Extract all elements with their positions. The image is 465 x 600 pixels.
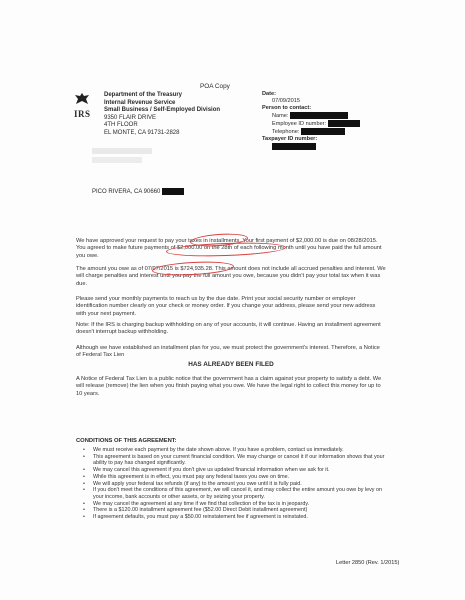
irs-logo: [74, 92, 92, 119]
sender-floor: 4TH FLOOR: [104, 122, 138, 129]
recipient-street-blurred: [92, 157, 142, 163]
date-value: 07/09/2015: [272, 98, 300, 104]
telephone-row: [262, 128, 382, 136]
sender-dept: Department of the Treasury: [104, 92, 183, 98]
lien-heading: HAS ALREADY BEEN FILED: [188, 361, 274, 368]
condition-item: • If you don't meet the conditions of this agreement, we will cancel it, and may collect the entire amount you owe by levy on your income, bank accounts or other assets, or by seizing your property.: [83, 487, 382, 500]
employee-id-row: [262, 120, 382, 128]
sender-street: 9350 FLAIR DRIVE: [104, 114, 157, 121]
taxpayer-id-label: Taxpayer ID number:: [262, 135, 318, 142]
sender-division: Small Business / Self-Employed Division: [104, 107, 221, 114]
redaction-name: [290, 112, 348, 119]
conditions-heading: CONDITIONS OF THIS AGREEMENT:: [76, 438, 177, 444]
sender-agency: Internal Revenue Service: [104, 99, 176, 106]
conditions-list: [76, 447, 386, 521]
recipient-city: PICO RIVERA, CA 90660: [92, 189, 161, 196]
redaction-telephone: [301, 128, 345, 135]
condition-item: • There is a $120.00 installment agreement fee ($52.00 Direct Debit installment agreement): [83, 507, 308, 514]
condition-item: • We may cancel this agreement if you don't give us updated financial information when we ask for it.: [83, 467, 330, 474]
letter-form-number: Letter 2850 (Rev. 1/2015): [336, 560, 400, 566]
employee-id-label: Employee ID number:: [272, 120, 327, 127]
redaction-employee-id: [328, 120, 360, 127]
telephone-label: Telephone:: [272, 128, 300, 135]
approval-paragraph: We have approved your request to pay your taxes in installments. Your first payment of $2,000.00 is due on 08/28/2015. You agreed to make future payments of $2,000.00 on the 28th of each following month until you have paid the full amount you owe.: [76, 238, 382, 259]
redaction-taxpayer-id: [272, 143, 316, 150]
condition-item: • We must receive each payment by the date shown above. If you have a problem, contact us immediately.: [83, 447, 344, 453]
poa-copy-label: POA Copy: [200, 83, 230, 90]
recipient-city-row: [92, 188, 184, 197]
recipient-name-blurred: [92, 148, 152, 154]
irs-logo-text: IRS: [74, 109, 91, 119]
condition-item: • We may cancel the agreement at any time if we find that collection of the tax is in jeopardy.: [83, 500, 310, 507]
eagle-icon: [74, 92, 90, 105]
taxpayer-id-row: [262, 136, 382, 143]
condition-item: • While this agreement is in effect, you must pay any federal taxes you owe on time.: [83, 473, 290, 480]
payment-instructions-paragraph: Please send your monthly payments to reach us by the due date. Print your social security number or employer identification number clearly on your check or money order. If you change your address, please send your new address with your next payment.: [76, 296, 376, 317]
contact-label: Person to contact:: [262, 105, 312, 111]
name-label: Name:: [272, 112, 289, 119]
condition-item: • We will apply your federal tax refunds (if any) to the amount you owe until it is fully paid.: [83, 480, 302, 487]
sender-city: EL MONTE, CA 91731-2828: [104, 129, 180, 136]
condition-item: • If agreement defaults, you must pay a $50.00 reinstatement fee if agreement is reinstated.: [83, 514, 308, 521]
balance-paragraph: The amount you owe as of 07/07/2015 is $724,935.28. This amount does not include all accrued penalties and interest. We will charge penalties and interest until you pay the full amount you owe, because you didn't pay your total tax when it was due.: [76, 266, 386, 287]
name-row: [262, 112, 382, 120]
condition-item: • This agreement is based on your current financial condition. We may change or cancel it if our information shows that your ability to pay has changed significantly.: [83, 453, 385, 467]
sender-address: [104, 92, 274, 138]
backup-withholding-note: Note: If the IRS is charging backup withholding on any of your accounts, it will continue. Having an installment agreement doesn't interrupt backup withholding.: [76, 322, 381, 336]
date-label: Date:: [262, 91, 276, 97]
lien-explanation-paragraph: A Notice of Federal Tax Lien is a public notice that the government has a claim against your property to satisfy a debt. We will release (remove) the lien when you finish paying what you owe. We have the legal right to collect this money for up to 10 years.: [76, 376, 382, 397]
redaction-zip: [162, 188, 184, 195]
info-block: [262, 91, 382, 153]
lien-paragraph: Although we have established an installment plan for you, we must protect the government's interest. Therefore, a Notice of Federal Tax Lien: [76, 345, 380, 359]
